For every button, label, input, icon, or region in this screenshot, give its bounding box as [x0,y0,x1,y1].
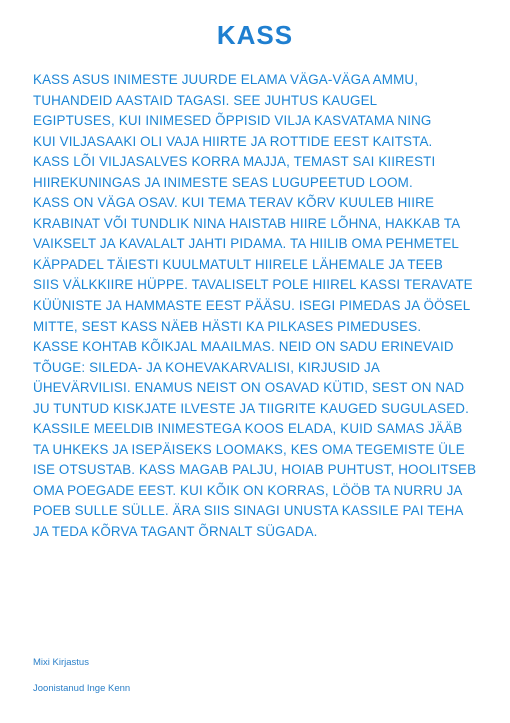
text-line: KÜÜNISTE JA HAMMASTE EEST PÄÄSU. ISEGI PIMEDAS JA ÖÖSEL [33,298,471,314]
text-line: HIIREKUNINGAS JA INIMESTE SEAS LUGUPEETUD LOOM. [33,174,413,190]
publisher-credit: Mixi Kirjastus [33,657,89,668]
text-line: TÕUGE: SILEDA- JA KOHEVAKARVALISI, KIRJUSID JA [33,359,380,375]
illustrator-credit: Joonistanud Inge Kenn [33,683,131,694]
text-line: EGIPTUSES, KUI INIMESED ÕPPISID VILJA KASVATAMA NING [33,113,432,129]
story-text [33,70,483,543]
page-title: KASS [216,20,294,50]
text-line: SIIS VÄLKKIIRE HÜPPE. TAVALISELT POLE HIIREL KASSI TERAVATE [33,277,473,293]
text-line: KASS ASUS INIMESTE JUURDE ELAMA VÄGA-VÄGA AMMU, [33,72,419,87]
text-line: VAIKSELT JA KAVALALT JAHTI PIDAMA. TA HIILIB OMA PEHMETEL [33,236,460,252]
text-line: TUHANDEID AASTAID TAGASI. SEE JUHTUS KAUGEL [33,92,378,108]
text-line: ISE OTSUSTAB. KASS MAGAB PALJU, HOIAB PUHTUST, HOOLITSEB [33,462,477,478]
text-line: OMA POEGADE EEST. KUI KÕIK ON KORRAS, LÖÖB TA NURRU JA [33,482,463,498]
text-line: KASSE KOHTAB KÕIKJAL MAAILMAS. NEID ON SADU ERINEVAID [33,339,454,355]
text-line: KASS ON VÄGA OSAV. KUI TEMA TERAV KÕRV KUULEB HIIRE [33,195,435,211]
text-line: JA TEDA KÕRVA TAGANT ÕRNALT SÜGADA. [33,524,318,540]
text-line: POEB SULLE SÜLLE. ÄRA SIIS SINAGI UNUSTA KASSILE PAI TEHA [33,503,464,519]
text-line: KASS LÕI VILJASALVES KORRA MAJJA, TEMAST SAI KIIRESTI [33,154,436,170]
text-line: KRABINAT VÕI TUNDLIK NINA HAISTAB HIIRE LÕHNA, HAKKAB TA [33,215,461,231]
text-line: ÜHEVÄRVILISI. ENAMUS NEIST ON OSAVAD KÜTID, SEST ON NAD [33,380,465,396]
text-line: TA UHKEKS JA ISEPÄISEKS LOOMAKS, KES OMA TEGEMISTE ÜLE [33,441,465,457]
text-line: KUI VILJASAAKI OLI VAJA HIIRTE JA ROTTIDE EEST KAITSTA. [33,133,433,149]
text-line: KÄPPADEL TÄIESTI KUULMATULT HIIRELE LÄHEMALE JA TEEB [33,256,443,272]
text-line: KASSILE MEELDIB INIMESTEGA KOOS ELADA, KUID SAMAS JÄÄB [33,421,463,437]
text-line: JU TUNTUD KISKJATE ILVESTE JA TIIGRITE KAUGED SUGULASED. [33,400,469,416]
text-line: MITTE, SEST KASS NÄEB HÄSTI KA PILKASES PIMEDUSES. [33,318,422,334]
